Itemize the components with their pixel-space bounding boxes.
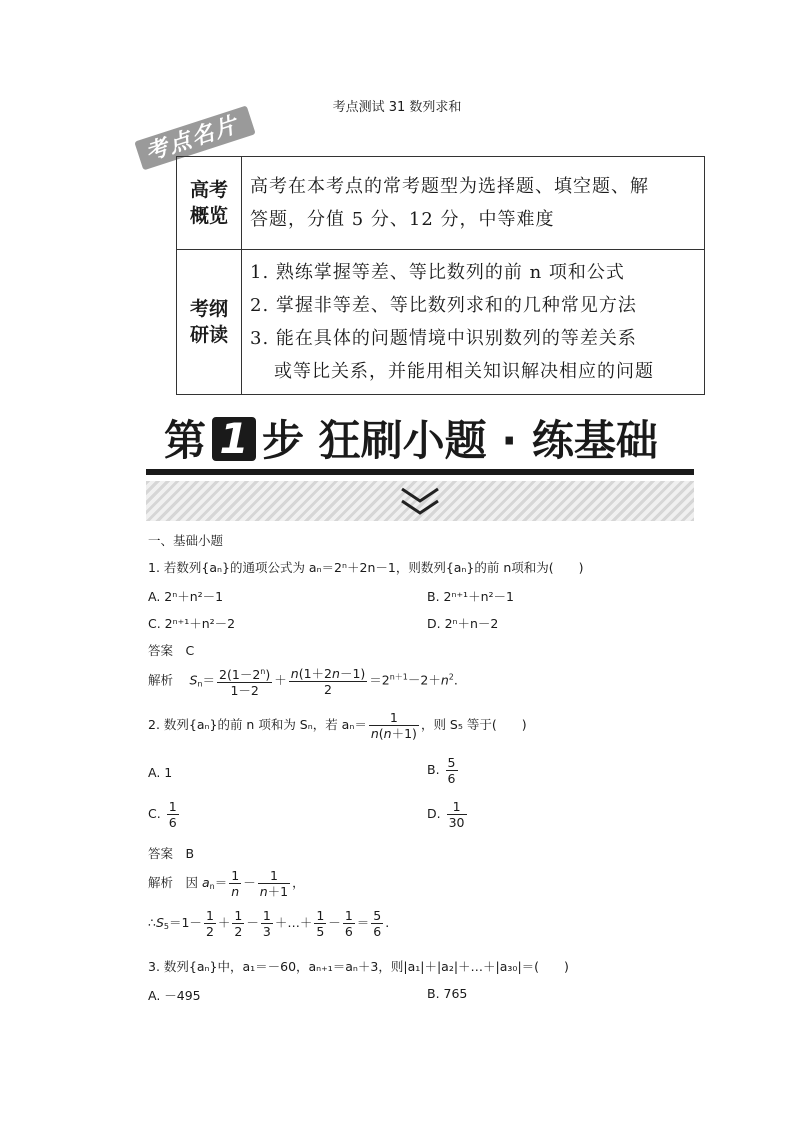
q2-answer: 答案 B (148, 846, 195, 861)
q1-option-d: D. 2ⁿ＋n－2 (427, 616, 499, 631)
fraction: $\frac{1}{2}$ (205, 908, 214, 939)
option-label: B. (427, 762, 440, 777)
q2-stem-suffix: ，则 S₅ 等于( ) (420, 717, 527, 732)
info-label-overview (177, 157, 242, 250)
q2-analysis-line1: 解析 因 $a_n=$ $\frac{1}{n}$ － $\frac{1}{n+1}$ ， (148, 868, 305, 899)
fraction: $\frac{5}{6}$ (447, 755, 456, 786)
content-line: 答题，分值 5 分、12 分，中等难度 (250, 209, 555, 230)
fraction: $\frac{1}{2}$ (234, 908, 243, 939)
fraction: $\frac{1}{5}$ (316, 908, 325, 939)
step-number-badge: 1 (212, 417, 256, 461)
q3-option-a: A. －495 (148, 988, 201, 1003)
content-line: 或等比关系，并能用相关知识解决相应的问题 (274, 361, 654, 382)
fraction: $\frac{2(1-2^n)}{1-2}$ (217, 664, 272, 698)
fraction: $\frac{1}{6}$ (168, 799, 177, 830)
q2-option-b (427, 755, 460, 786)
q2-stem (148, 710, 527, 741)
double-chevron-down-icon (146, 481, 694, 521)
label-text: 考纲 (189, 298, 228, 320)
info-content-syllabus (242, 250, 705, 395)
info-card (176, 156, 705, 395)
q1-answer: 答案 C (148, 643, 195, 658)
q2-option-a: A. 1 (148, 765, 173, 780)
q2-option-d (427, 799, 469, 830)
info-label-syllabus (177, 250, 242, 395)
section-title: 一、基础小题 (148, 533, 224, 548)
fraction: $\frac{1}{30}$ (448, 799, 465, 830)
q2-stem-prefix: 2. 数列{aₙ}的前 n 项和为 Sₙ，若 aₙ＝ (148, 717, 367, 732)
q1-option-a: A. 2ⁿ＋n²－1 (148, 589, 224, 604)
banner-prefix: 第 (164, 416, 207, 465)
q2-option-c (148, 799, 181, 830)
analysis-label: 解析 (148, 672, 174, 688)
content-line: 2. 掌握非等差、等比数列求和的几种常见方法 (250, 295, 637, 316)
option-label: D. (427, 806, 441, 821)
q3-stem: 3. 数列{aₙ}中，a₁＝－60，aₙ₊₁＝aₙ＋3，则|a₁|＋|a₂|＋…＋|a₃₀|＝( ) (148, 959, 569, 974)
page-title: 考点测试 31 数列求和 (332, 100, 462, 115)
fraction: $\frac{1}{n(n+1)}$ (370, 710, 417, 741)
fraction: $\frac{5}{6}$ (373, 908, 382, 939)
fraction: $\frac{1}{n}$ (231, 868, 240, 899)
content-line: 1. 熟练掌握等差、等比数列的前 n 项和公式 (250, 262, 625, 283)
info-row-syllabus (177, 250, 705, 395)
fraction: $\frac{n(1+2n-1)}{2}$ (290, 665, 366, 697)
banner-title (164, 413, 658, 469)
q1-option-b: B. 2ⁿ⁺¹＋n²－1 (427, 589, 514, 604)
analysis-label: 解析 因 (148, 875, 199, 890)
q2-analysis-line2: $\therefore S_5=1-$ $\frac{1}{2}$ ＋ $\frac{1}{2}$ － $\frac{1}{3}$ ＋…＋ $\frac{1}{5}$ － $\frac{1}{6}$ ＝ $\frac{5}{6}$ . (148, 908, 390, 939)
info-row-overview (177, 157, 705, 250)
stamp-label: 考点名片 (142, 111, 242, 167)
label-text: 研读 (189, 324, 228, 346)
option-label: C. (148, 806, 161, 821)
fraction: $\frac{1}{6}$ (344, 908, 353, 939)
label-text: 高考 (189, 179, 228, 201)
q3-option-b: B. 765 (427, 986, 468, 1001)
q1-option-c: C. 2ⁿ⁺¹＋n²－2 (148, 616, 236, 631)
content-line: 高考在本考点的常考题型为选择题、填空题、解 (250, 176, 649, 197)
banner-suffix: 步 狂刷小题 · 练基础 (262, 416, 658, 465)
q1-stem: 1. 若数列{aₙ}的通项公式为 aₙ＝2ⁿ＋2n－1，则数列{aₙ}的前 n项和为( ) (148, 560, 584, 575)
info-content-overview (242, 157, 705, 250)
section-banner (146, 413, 694, 521)
label-text: 概览 (189, 205, 228, 227)
fraction: $\frac{1}{3}$ (262, 908, 271, 939)
fraction: $\frac{1}{n+1}$ (259, 868, 289, 899)
q1-analysis: 解析 $S_n=$ $\frac{2(1-2^n)}{1-2}$ ＋ $\frac{n(1+2n-1)}{2}$ $=2^{n+1}-2+n^2$. (148, 665, 458, 698)
content-line: 3. 能在具体的问题情境中识别数列的等差关系 (250, 328, 637, 349)
banner-stripes (146, 481, 694, 521)
banner-underline (146, 469, 694, 475)
